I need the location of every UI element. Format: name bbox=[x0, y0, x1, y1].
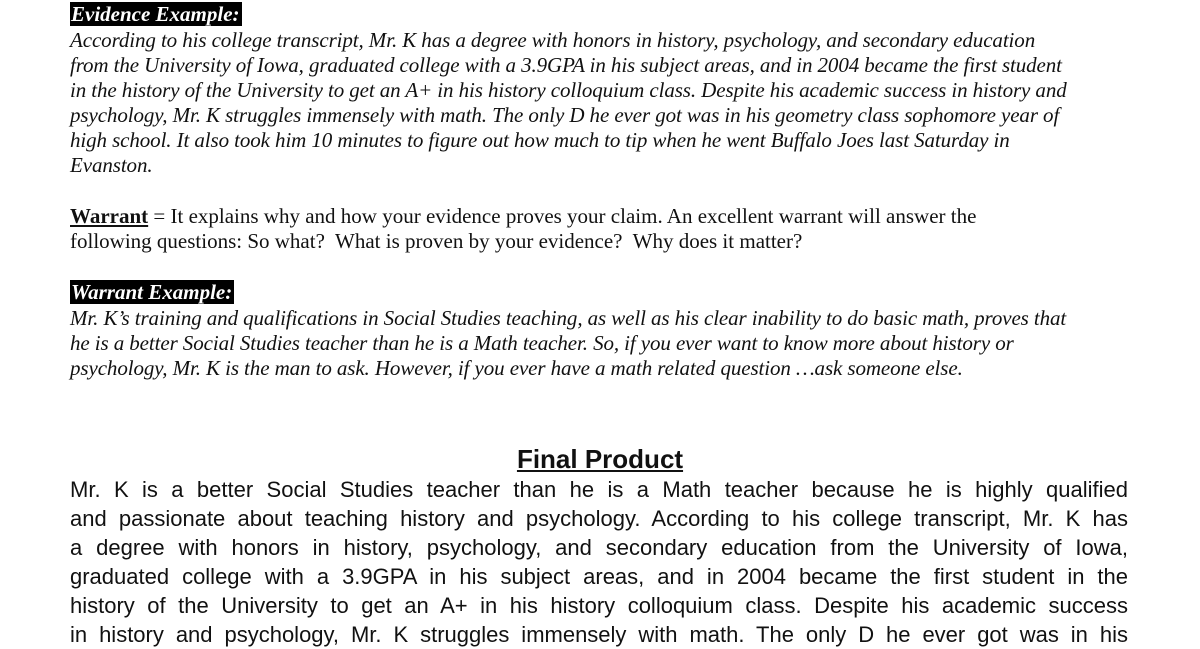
warrant-line: psychology, Mr. K is the man to ask. However, if you ever have a math related question …ask someone else. bbox=[70, 356, 963, 380]
final-line: Mr. K is a better Social Studies teacher than he is a Math teacher because he is highly qualified bbox=[70, 477, 1128, 502]
evidence-example-label: Evidence Example: bbox=[71, 2, 240, 26]
final-product-paragraph bbox=[70, 475, 1128, 649]
warrant-example-label: Warrant Example: bbox=[71, 280, 233, 304]
final-product-heading: Final Product bbox=[516, 444, 684, 474]
evidence-line: psychology, Mr. K struggles immensely with math. The only D he ever got was in his geometry class sophomore year of bbox=[70, 103, 1060, 127]
warrant-example-section bbox=[70, 280, 234, 304]
evidence-line: from the University of Iowa, graduated college with a 3.9GPA in his subject areas, and in 2004 became the first student bbox=[70, 53, 1062, 77]
evidence-line: high school. It also took him 10 minutes to figure out how much to tip when he went Buffalo Joes last Saturday in bbox=[70, 128, 1010, 152]
final-line: a degree with honors in history, psychology, and secondary education from the University of Iowa, bbox=[70, 535, 1128, 560]
warrant-line: Mr. K’s training and qualifications in Social Studies teaching, as well as his clear inability to do basic math, proves that bbox=[70, 306, 1067, 330]
evidence-line: Evanston. bbox=[70, 153, 153, 177]
evidence-line: in the history of the University to get an A+ in his history colloquium class. Despite his academic success in history and bbox=[70, 78, 1067, 102]
evidence-line: According to his college transcript, Mr. K has a degree with honors in history, psychology, and secondary education bbox=[70, 28, 1036, 52]
warrant-definition-line bbox=[70, 204, 1132, 229]
warrant-line: he is a better Social Studies teacher than he is a Math teacher. So, if you ever want to know more about history or bbox=[70, 331, 1014, 355]
warrant-definition-line: following questions: So what? What is proven by your evidence? Why does it matter? bbox=[70, 229, 803, 253]
final-line: and passionate about teaching history and psychology. According to his college transcript, Mr. K has bbox=[70, 506, 1128, 531]
warrant-definition-paragraph bbox=[70, 204, 1132, 254]
final-line: graduated college with a 3.9GPA in his subject areas, and in 2004 became the first student in the bbox=[70, 564, 1128, 589]
warrant-term: Warrant bbox=[70, 204, 149, 228]
evidence-example-section bbox=[70, 2, 242, 26]
warrant-definition-text: = It explains why and how your evidence proves your claim. An excellent warrant will answer the bbox=[148, 204, 977, 228]
final-line: history of the University to get an A+ in his history colloquium class. Despite his academic success bbox=[70, 593, 1128, 618]
final-line: in history and psychology, Mr. K struggles immensely with math. The only D he ever got was in his bbox=[70, 622, 1128, 647]
evidence-example-paragraph bbox=[70, 28, 1132, 178]
warrant-example-paragraph bbox=[70, 306, 1132, 381]
